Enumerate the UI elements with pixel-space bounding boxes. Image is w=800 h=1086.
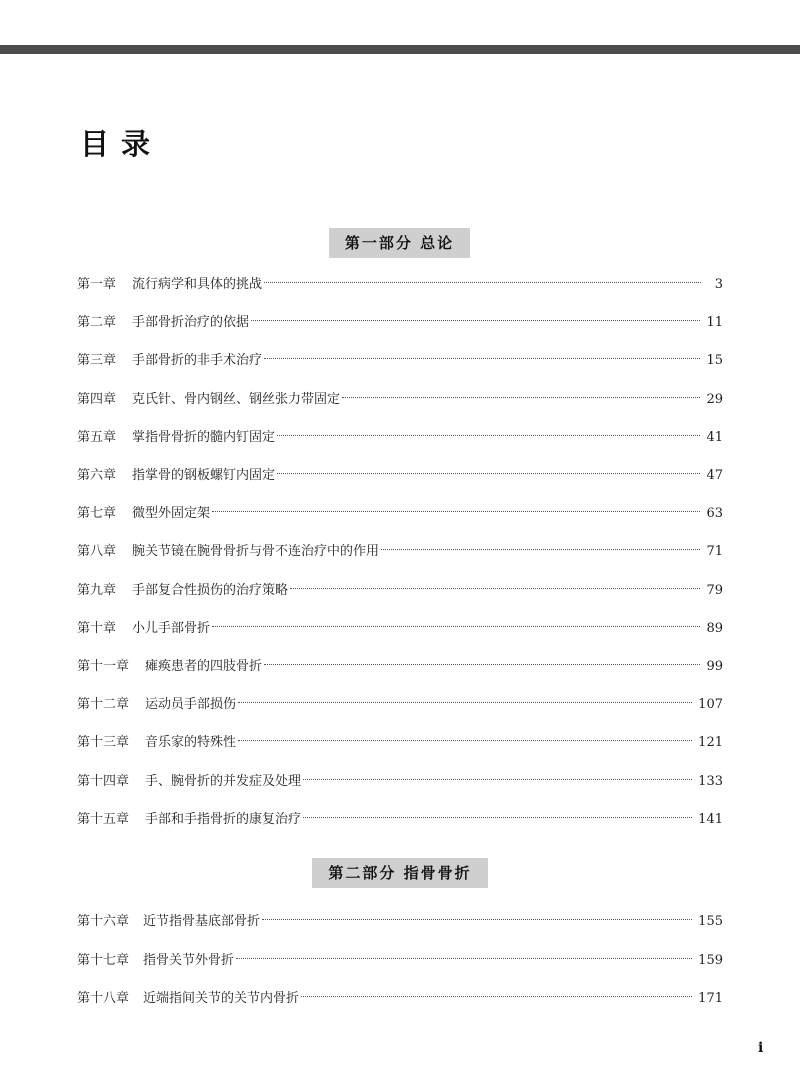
toc-page-number: 47: [706, 468, 723, 483]
toc-chapter-title: 克氏针、骨内钢丝、钢丝张力带固定: [132, 391, 341, 407]
top-rule-bar: [0, 45, 800, 54]
toc-chapter-number: 第十二章: [77, 697, 130, 713]
page-title: 目录: [80, 127, 163, 161]
toc-entry[interactable]: [77, 275, 723, 295]
toc-chapter-title: 运动员手部损伤: [145, 697, 237, 713]
toc-page-number: 71: [706, 544, 723, 560]
toc-dot-leader: [303, 817, 692, 818]
toc-page-number: 15: [706, 353, 723, 369]
toc-chapter-title: 指掌骨的钢板螺钉内固定: [132, 468, 276, 483]
toc-dot-leader: [303, 779, 692, 780]
toc-dot-leader: [262, 919, 692, 920]
part-header-label: 第二部分 指骨骨折: [328, 864, 472, 882]
part-header-label: 第一部分 总论: [344, 234, 455, 252]
toc-chapter-title: 流行病学和具体的挑战: [132, 277, 263, 292]
toc-page-number: 29: [706, 391, 723, 407]
toc-dot-leader: [381, 549, 700, 550]
toc-chapter-number: 第五章: [77, 429, 117, 445]
toc-entry[interactable]: [77, 810, 723, 830]
toc-entry[interactable]: [77, 504, 723, 524]
toc-chapter-number: 第七章: [77, 506, 117, 522]
toc-chapter-title: 手部骨折治疗的依据: [132, 315, 250, 331]
toc-chapter-number: 第十八章: [77, 991, 130, 1006]
toc-chapter-title: 掌指骨骨折的髓内钉固定: [132, 429, 276, 445]
toc-entry[interactable]: [77, 313, 723, 333]
toc-chapter-title: 小儿手部骨折: [132, 620, 211, 636]
toc-entry[interactable]: [77, 912, 723, 932]
toc-page-number: 79: [706, 582, 723, 598]
toc-page-number: 171: [698, 991, 723, 1006]
toc-entry[interactable]: [77, 772, 723, 792]
toc-chapter-title: 近节指骨基底部骨折: [143, 914, 261, 929]
toc-dot-leader: [277, 435, 700, 436]
toc-page-number: 107: [698, 697, 723, 713]
toc-chapter-number: 第十四章: [77, 773, 130, 789]
toc-chapter-title: 手部骨折的非手术治疗: [132, 353, 263, 369]
toc-page-number: 89: [706, 620, 723, 636]
toc-page-number: 63: [706, 506, 723, 522]
toc-chapter-title: 指骨关节外骨折: [143, 952, 235, 968]
toc-page-number: 155: [698, 914, 723, 929]
toc-chapter-number: 第九章: [77, 582, 117, 598]
toc-entry[interactable]: [77, 581, 723, 601]
toc-chapter-number: 第二章: [77, 315, 117, 331]
toc-dot-leader: [238, 702, 692, 703]
toc-dot-leader: [290, 588, 700, 589]
toc-page-number: 133: [698, 773, 723, 789]
toc-page-number: 3: [714, 277, 723, 292]
part-header-general: [329, 228, 470, 258]
toc-chapter-number: 第十三章: [77, 735, 130, 751]
toc-chapter-number: 第十章: [77, 620, 117, 636]
toc-page-number: 99: [706, 659, 723, 674]
toc-chapter-title: 瘫痪患者的四肢骨折: [145, 659, 263, 674]
toc-chapter-title: 手部和手指骨折的康复治疗: [145, 811, 302, 827]
toc-dot-leader: [264, 282, 701, 283]
toc-entry[interactable]: [77, 619, 723, 639]
toc-page-number: 159: [698, 952, 723, 968]
toc-entry[interactable]: [77, 695, 723, 715]
toc-dot-leader: [277, 473, 700, 474]
toc-chapter-number: 第四章: [77, 391, 117, 407]
toc-dot-leader: [264, 664, 700, 665]
toc-entry[interactable]: [77, 351, 723, 371]
toc-dot-leader: [342, 397, 700, 398]
toc-chapter-number: 第十一章: [77, 659, 130, 674]
toc-dot-leader: [212, 511, 700, 512]
toc-entry[interactable]: [77, 542, 723, 562]
toc-chapter-number: 第十五章: [77, 811, 130, 827]
toc-dot-leader: [212, 626, 700, 627]
toc-page-number: 121: [698, 735, 723, 751]
toc-chapter-title: 手部复合性损伤的治疗策略: [132, 582, 289, 598]
toc-entry[interactable]: [77, 951, 723, 971]
toc-dot-leader: [264, 358, 700, 359]
toc-dot-leader: [301, 996, 692, 997]
part-header-phalanx-fractures: [312, 858, 488, 888]
toc-entry[interactable]: [77, 390, 723, 410]
toc-chapter-number: 第三章: [77, 353, 117, 369]
toc-chapter-title: 音乐家的特殊性: [145, 735, 237, 751]
toc-entry[interactable]: [77, 657, 723, 677]
toc-chapter-number: 第十六章: [77, 914, 130, 929]
toc-chapter-title: 腕关节镜在腕骨骨折与骨不连治疗中的作用: [132, 544, 380, 560]
toc-chapter-number: 第八章: [77, 544, 117, 560]
toc-chapter-title: 近端指间关节的关节内骨折: [143, 991, 300, 1006]
toc-chapter-number: 第一章: [77, 277, 117, 292]
toc-entry[interactable]: [77, 733, 723, 753]
toc-entry[interactable]: [77, 989, 723, 1009]
toc-page-number: 11: [706, 315, 723, 331]
toc-chapter-title: 手、腕骨折的并发症及处理: [145, 773, 302, 789]
toc-dot-leader: [238, 740, 692, 741]
page-number: i: [758, 1040, 764, 1056]
toc-chapter-number: 第六章: [77, 468, 117, 483]
toc-entry[interactable]: [77, 428, 723, 448]
toc-page-number: 41: [706, 429, 723, 445]
toc-entry[interactable]: [77, 466, 723, 486]
toc-dot-leader: [236, 958, 692, 959]
toc-dot-leader: [251, 320, 700, 321]
toc-page-number: 141: [698, 811, 723, 827]
toc-chapter-number: 第十七章: [77, 952, 130, 968]
toc-chapter-title: 微型外固定架: [132, 506, 211, 522]
